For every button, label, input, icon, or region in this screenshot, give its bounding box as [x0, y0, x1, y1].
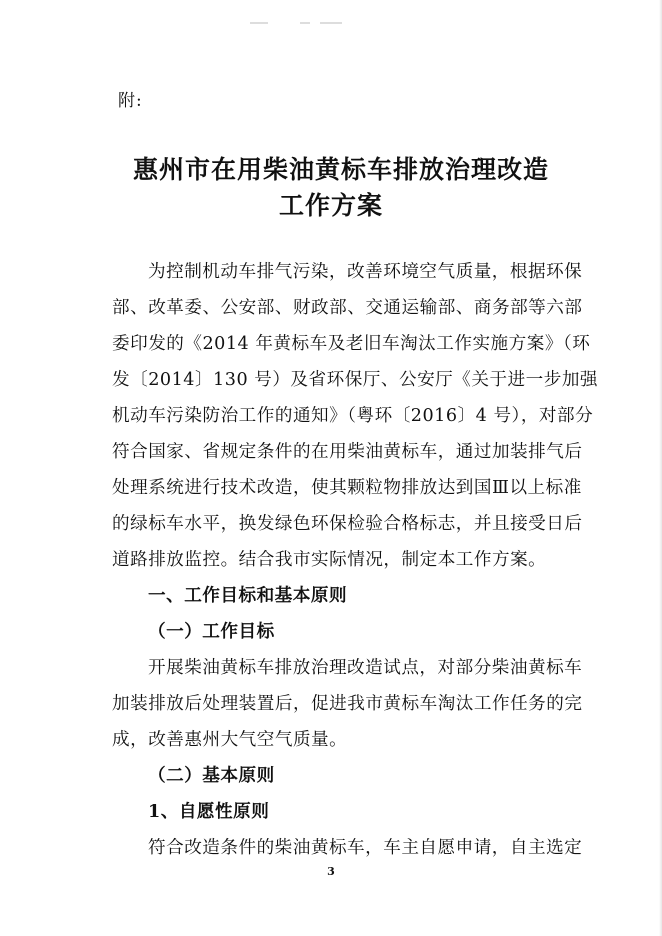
- document-title-line1: 惠州市在用柴油黄标车排放治理改造: [132, 155, 549, 184]
- body-line: 开展柴油黄标车排放治理改造试点，对部分柴油黄标车: [148, 658, 583, 678]
- item-heading: 1、自愿性原则: [148, 801, 270, 822]
- body-line: 道路排放监控。结合我市实际情况，制定本工作方案。: [112, 550, 547, 570]
- body-line: 成，改善惠州大气空气质量。: [112, 730, 348, 750]
- body-line: 部、改革委、公安部、财政部、交通运输部、商务部等六部: [112, 298, 583, 318]
- section-heading: 一、工作目标和基本原则: [148, 585, 348, 606]
- body-line: 为控制机动车排气污染，改善环境空气质量，根据环保: [148, 262, 583, 282]
- subsection-heading: （一）工作目标: [148, 621, 275, 642]
- body-line: 的绿标车水平，换发绿色环保检验合格标志，并且接受日后: [112, 514, 583, 534]
- body-line: 委印发的《2014 年黄标车及老旧车淘汰工作实施方案》（环: [112, 334, 591, 354]
- document-title-line2: 工作方案: [278, 191, 383, 220]
- body-line: 符合改造条件的柴油黄标车，车主自愿申请，自主选定: [148, 838, 583, 858]
- body-line: 符合国家、省规定条件的在用柴油黄标车，通过加装排气后: [112, 442, 583, 462]
- page-number: 3: [327, 865, 335, 878]
- attachment-label: 附:: [118, 91, 143, 111]
- scan-artifact: [250, 22, 268, 24]
- body-line: 处理系统进行技术改造，使其颗粒物排放达到国Ⅲ以上标准: [112, 478, 582, 498]
- scan-artifact: [300, 22, 310, 24]
- body-line: 发〔2014〕130 号）及省环保厅、公安厅《关于进一步加强: [112, 370, 599, 390]
- body-line: 机动车污染防治工作的通知》（粤环〔2016〕4 号），对部分: [112, 406, 594, 426]
- subsection-heading: （二）基本原则: [148, 765, 275, 786]
- scan-artifact: [320, 22, 342, 24]
- body-line: 加装排放后处理装置后，促进我市黄标车淘汰工作任务的完: [112, 694, 583, 714]
